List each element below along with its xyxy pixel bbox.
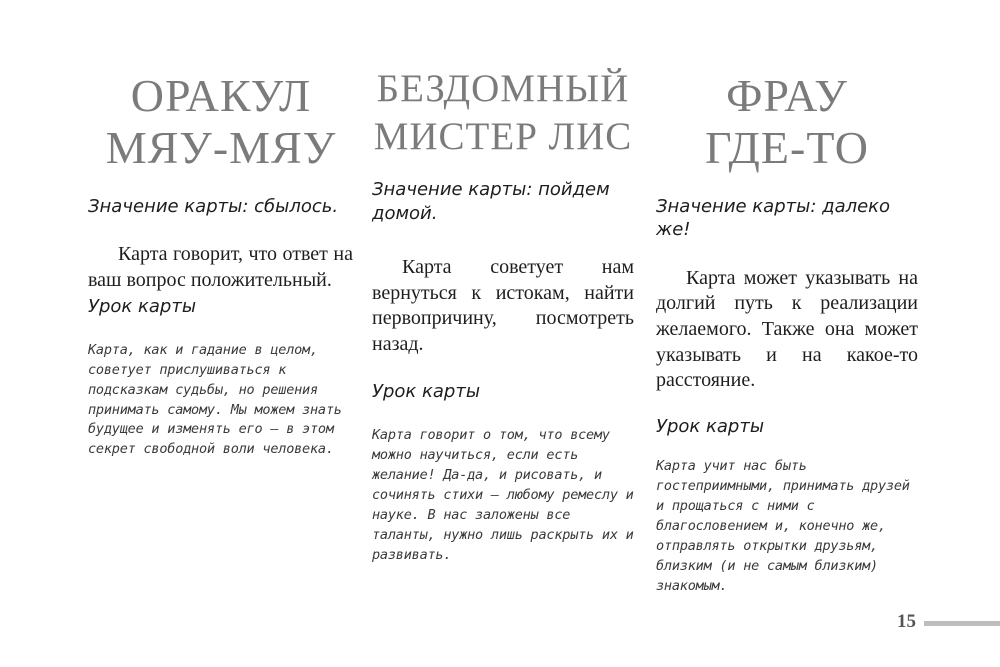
card-column-1 (88, 70, 353, 460)
card-meaning: Значение карты: сбылось. (88, 196, 339, 218)
card-description: Карта говорит, что ответ на ваш вопрос положительный. (88, 243, 353, 292)
lesson-text: Карта, как и гадание в целом, советует прислушиваться к подсказкам судьбы, но решения принимать самому. Мы можем знать будущее и изменять его — в этом секрет свободной воли человека. (88, 341, 342, 458)
card-column-3 (656, 70, 918, 597)
page-number: 15 (897, 611, 916, 632)
lesson-heading: Урок карты (88, 295, 197, 317)
card-description: Карта советует нам вернуться к истокам, найти первопричину, посмотреть назад. (372, 255, 634, 355)
card-meaning: Значение карты: далеко же! (656, 196, 891, 241)
card-title-line: ОРАКУЛ (130, 70, 312, 121)
card-title-line: БЕЗДОМНЫЙ (376, 67, 630, 110)
lesson-text: Карта учит нас быть гостеприимными, принимать друзей и прощаться с ними с благословением и, конечно же, отправлять открытки друзьям, близким (и не самым близким) знакомым. (656, 457, 910, 594)
card-title-line: ГДЕ-ТО (704, 121, 870, 173)
card-title (656, 70, 918, 173)
card-title-line: ФРАУ (726, 70, 848, 121)
card-description: Карта может указывать на долгий путь к реализации желаемого. Также она может указывать и на какое-то расстояние. (656, 266, 918, 392)
card-meaning: Значение карты: пойдем домой. (372, 179, 610, 224)
lesson-text: Карта говорит о том, что всему можно научиться, если есть желание! Да-да, и рисовать, и сочинять стихи — любому ремеслу и науке. В нас заложены все таланты, нужно лишь раскрыть их и развивать. (372, 427, 634, 564)
page-number-bar (924, 621, 1000, 626)
card-column-2 (372, 65, 634, 566)
card-title (372, 65, 634, 160)
card-title-line: МИСТЕР ЛИС (373, 114, 633, 158)
card-title (76, 70, 366, 173)
lesson-heading: Урок карты (372, 381, 481, 403)
card-title-line: МЯУ-МЯУ (105, 121, 337, 173)
lesson-heading: Урок карты (656, 415, 765, 437)
